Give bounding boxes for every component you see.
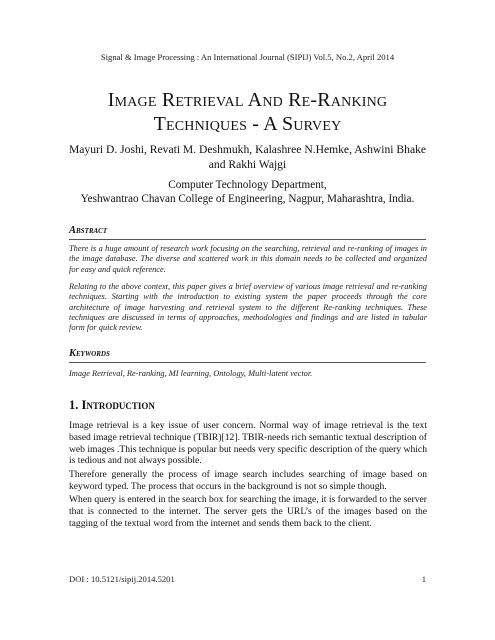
journal-header: Signal & Image Processing : An International Journal (SIPIJ) Vol.5, No.2, April 2014 — [100, 52, 395, 62]
intro-paragraph-1: Image retrieval is a key issue of user concern. Normal way of image retrieval is the text based image retrieval technique (TBIR)[12]. TBIR-needs rich semantic textual description of web images .This technique is popular but needs very specific description of the query which is tedious and not always possible. — [69, 420, 427, 467]
authors-line-1: Mayuri D. Joshi, Revati M. Deshmukh, Kalashree N.Hemke, Ashwini Bhake — [68, 143, 427, 156]
affiliation — [40, 178, 455, 206]
introduction-heading: 1. Introduction — [69, 398, 155, 412]
page-number: 1 — [421, 574, 426, 584]
title-line-1: Image Retrieval And Re-Ranking — [107, 89, 388, 111]
footer-doi: DOI : 10.5121/sipij.2014.5201 — [69, 574, 175, 584]
keywords-heading: Keywords — [69, 348, 110, 359]
keywords-text: Image Retrieval, Re-ranking, MI learning, Ontology, Multi-latent vector. — [69, 369, 313, 378]
title-line-2: Techniques - A Survey — [153, 113, 342, 135]
abstract-rule — [69, 239, 426, 240]
affiliation-line-2: Yeshwantrao Chavan College of Engineering, Nagpur, Maharashtra, India. — [80, 193, 415, 205]
abstract-heading: Abstract — [69, 225, 108, 236]
authors-line-2: and Rakhi Wajgi — [208, 157, 287, 171]
paper-title — [40, 88, 455, 136]
author-list — [40, 143, 455, 172]
keywords-rule — [69, 362, 426, 363]
abstract-paragraph-2: Relating to the above context, this paper gives a brief overview of various image retrieval and re-ranking techniques. Starting with the introduction to existing system the paper proceeds through the core architecture of image harvesting and retrieval system to the different Re-ranking techniques. These techniques are discussed in terms of approaches, methodologies and findings and are listed in tabular form for quick review. — [69, 282, 427, 333]
intro-paragraph-3: When query is entered in the search box for searching the image, it is forwarded to the server that is connected to the internet. The server gets the URL’s of the images based on the tagging of the textual word from the internet and sends them back to the client. — [69, 494, 427, 529]
intro-paragraph-2: Therefore generally the process of image search includes searching of image based on keyword typed. The process that occurs in the background is not so simple though. — [69, 469, 427, 492]
affiliation-line-1: Computer Technology Department, — [168, 179, 327, 191]
abstract-paragraph-1: There is a huge amount of research work focusing on the searching, retrieval and re-ranking of images in the image database. The diverse and scattered work in this domain needs to be collected and organized for easy and quick reference. — [69, 244, 427, 274]
